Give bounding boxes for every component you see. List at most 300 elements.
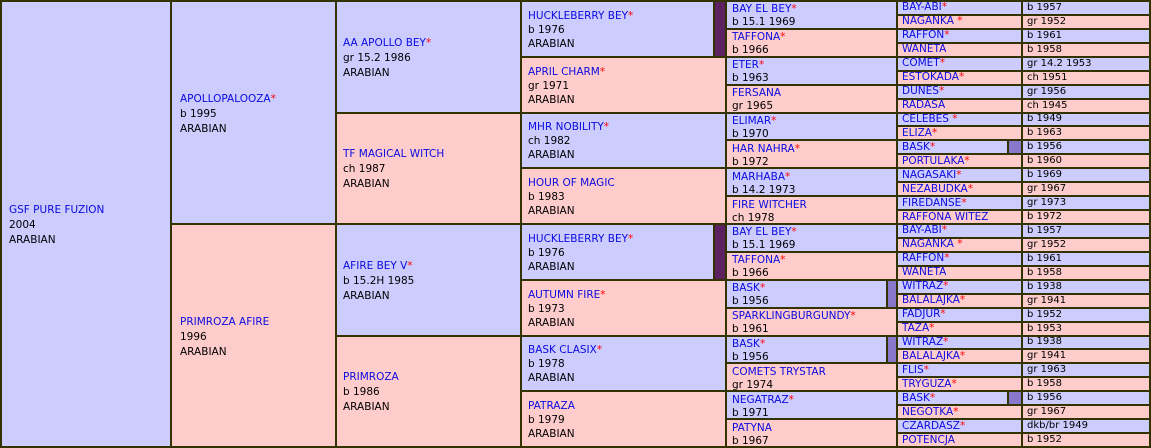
- horse-birth-date: b 1952: [1027, 434, 1062, 446]
- horse-detail: ch 1978: [732, 211, 775, 223]
- duplicate-ancestor-bar: [713, 225, 725, 279]
- pedigree-cell-g6-naganka: [898, 16, 1021, 28]
- horse-detail: ARABIAN: [343, 178, 390, 191]
- horse-name-line: [528, 63, 725, 79]
- horse-name-link-estokada[interactable]: ESTOKADA: [902, 71, 959, 84]
- pedigree-date-cell-eliza: [1023, 127, 1149, 139]
- horse-birth-date: b 1961: [1027, 252, 1062, 264]
- horse-name-line: [902, 392, 1021, 404]
- horse-birth-date: b 1949: [1027, 113, 1062, 125]
- horse-name-link-raffon[interactable]: RAFFON: [902, 252, 945, 265]
- horse-detail: b 1979: [528, 414, 565, 427]
- pedigree-cell-g6-czardasz: [898, 420, 1021, 432]
- pedigree-date-cell-witraz: [1023, 281, 1149, 293]
- pedigree-date-cell-celebes: [1023, 114, 1149, 126]
- horse-detail: ARABIAN: [528, 37, 575, 50]
- horse-name-line: [902, 309, 1021, 321]
- horse-detail: b 1961: [732, 323, 769, 335]
- pedigree-cell-g5-bask: [727, 337, 896, 363]
- horse-name-line: [180, 89, 335, 107]
- horse-birth-date: b 1961: [1027, 29, 1062, 41]
- horse-name-line: [902, 183, 1021, 195]
- pedigree-cell-g4-patraza: [522, 392, 725, 446]
- horse-detail: b 1970: [732, 127, 769, 140]
- pedigree-cell-g6-raffon: [898, 253, 1021, 265]
- pedigree-cell-g6-taza: [898, 323, 1021, 335]
- horse-name-line: [902, 267, 1021, 279]
- pedigree-date-cell-raffon: [1023, 30, 1149, 42]
- horse-name-link-balalajka[interactable]: BALALAJKA: [902, 294, 960, 307]
- horse-name-line: [902, 2, 1021, 14]
- star-marker: *: [931, 127, 938, 139]
- horse-name-line: [343, 144, 520, 162]
- star-marker: *: [785, 170, 791, 183]
- horse-name-link-hour-of-magic[interactable]: HOUR OF MAGIC: [528, 177, 615, 190]
- horse-name-line: [528, 230, 725, 246]
- horse-detail: b 1978: [528, 358, 565, 371]
- pedigree-date-cell-comet: [1023, 58, 1149, 70]
- horse-name-line: [902, 72, 1021, 84]
- horse-detail: b 1967: [732, 434, 769, 446]
- horse-name-link-comet[interactable]: COMET: [902, 57, 940, 70]
- pedigree-cell-g5-sparklingburgundy: [727, 309, 896, 335]
- horse-name-line: [902, 58, 1021, 70]
- horse-name-link-eliza[interactable]: ELIZA: [902, 127, 932, 139]
- duplicate-ancestor-bar: [886, 337, 896, 363]
- horse-name-line: [528, 174, 725, 190]
- horse-name-line: [528, 341, 725, 357]
- horse-detail: b 1976: [528, 246, 565, 259]
- horse-detail: ARABIAN: [528, 149, 575, 162]
- pedigree-cell-g6-comet: [898, 58, 1021, 70]
- star-marker: *: [967, 183, 973, 195]
- horse-birth-date: b 1958: [1027, 266, 1062, 278]
- pedigree-cell-g6-balalajka: [898, 295, 1021, 307]
- pedigree-date-cell-portulaka: [1023, 155, 1149, 167]
- horse-name-line: [732, 2, 896, 16]
- pedigree-cell-g3-primroza: [337, 337, 520, 447]
- star-marker: *: [600, 288, 606, 301]
- duplicate-ancestor-bar: [1007, 141, 1021, 153]
- pedigree-date-cell-bask: [1023, 392, 1149, 404]
- horse-birth-date: b 1957: [1027, 2, 1062, 13]
- horse-name-line: [902, 114, 1021, 126]
- pedigree-cell-g4-hour-of-magic: [522, 169, 725, 223]
- pedigree-date-cell-raffona-witez: [1023, 211, 1149, 223]
- pedigree-cell-g4-autumn-fire: [522, 281, 725, 335]
- horse-name-line: [902, 323, 1021, 335]
- horse-detail: 2004: [9, 219, 36, 231]
- horse-name-link-waneta[interactable]: WANETA: [902, 43, 947, 56]
- horse-birth-date: dkb/br 1949: [1027, 420, 1088, 432]
- horse-name-line: [902, 16, 1021, 28]
- horse-name-link-naganka[interactable]: NAGANKA: [902, 238, 958, 251]
- pedigree-cell-g6-bask: [898, 141, 1021, 153]
- horse-name-link-har-nahra[interactable]: HAR NAHRA: [732, 142, 795, 155]
- pedigree-cell-g6-waneta: [898, 44, 1021, 56]
- horse-name-line: [902, 281, 1021, 293]
- horse-name-line: [732, 253, 896, 267]
- star-marker: *: [959, 350, 966, 362]
- pedigree-cell-g5-taffona: [727, 30, 896, 56]
- horse-detail: gr 1965: [732, 100, 774, 112]
- horse-birth-date: b 1972: [1027, 211, 1062, 223]
- horse-name-link-fadjur[interactable]: FADJUR: [902, 308, 941, 321]
- pedigree-cell-g4-huckleberry-bey: [522, 225, 725, 279]
- horse-birth-date: gr 1963: [1027, 364, 1067, 376]
- star-marker: *: [628, 9, 634, 22]
- horse-name-link-potencja[interactable]: POTENCJA: [902, 434, 955, 446]
- pedigree-cell-g4-huckleberry-bey: [522, 2, 725, 56]
- horse-name-link-primroza-afire[interactable]: PRIMROZA AFIRE: [180, 315, 270, 328]
- horse-name-link-negotka[interactable]: NEGOTKA: [902, 406, 954, 418]
- horse-birth-date: gr 14.2 1953: [1027, 57, 1092, 69]
- horse-name-link-celebes[interactable]: CELEBES: [902, 113, 953, 125]
- star-marker: *: [596, 344, 603, 357]
- horse-name-link-taffona[interactable]: TAFFONA: [732, 254, 781, 267]
- horse-birth-date: b 1938: [1027, 336, 1062, 348]
- pedigree-cell-g5-taffona: [727, 253, 896, 279]
- star-marker: *: [959, 294, 966, 307]
- star-marker: *: [964, 155, 970, 167]
- pedigree-cell-g5-fire-witcher: [727, 197, 896, 223]
- horse-name-link-apollopalooza[interactable]: APOLLOPALOOZA: [180, 92, 271, 105]
- horse-name-link-nezabudka[interactable]: NEZABUDKA: [902, 183, 968, 195]
- horse-name-link-portulaka[interactable]: PORTULAKA: [902, 155, 965, 167]
- horse-detail: ARABIAN: [528, 428, 575, 441]
- horse-name-line: [902, 30, 1021, 42]
- horse-name-line: [902, 378, 1021, 390]
- horse-detail: b 1956: [732, 350, 769, 363]
- horse-name-line: [902, 350, 1021, 362]
- pedigree-date-cell-taza: [1023, 323, 1149, 335]
- horse-name-link-bask[interactable]: BASK: [902, 392, 930, 404]
- pedigree-date-cell-nagasaki: [1023, 169, 1149, 181]
- pedigree-cell-g6-estokada: [898, 72, 1021, 84]
- horse-name-line: [902, 155, 1021, 167]
- horse-name-link-witraz[interactable]: WITRAZ: [902, 336, 944, 348]
- pedigree-date-cell-firedanse: [1023, 197, 1149, 209]
- horse-detail: b 1971: [732, 406, 769, 419]
- horse-name-link-bask[interactable]: BASK: [902, 141, 930, 153]
- horse-detail: b 1983: [528, 191, 565, 204]
- star-marker: *: [959, 420, 966, 432]
- pedigree-cell-g6-flis: [898, 364, 1021, 376]
- horse-birth-date: ch 1951: [1027, 71, 1068, 83]
- horse-detail: ARABIAN: [343, 401, 390, 414]
- horse-name-line: [528, 397, 725, 413]
- horse-name-link-bay-abi[interactable]: BAY-ABI: [902, 2, 942, 14]
- pedigree-cell-g6-fadjur: [898, 309, 1021, 321]
- pedigree-cell-g6-potencja: [898, 434, 1021, 446]
- horse-name-link-waneta[interactable]: WANETA: [902, 266, 947, 279]
- horse-name-line: [902, 337, 1021, 349]
- horse-name-link-raffona-witez[interactable]: RAFFONA WITEZ: [902, 211, 989, 223]
- horse-birth-date: gr 1952: [1027, 15, 1067, 27]
- star-marker: *: [958, 71, 965, 84]
- horse-name-link-bask[interactable]: BASK: [732, 337, 760, 350]
- horse-name-line: [902, 169, 1021, 181]
- star-marker: *: [780, 31, 786, 44]
- horse-name-link-gsf-pure-fuzion[interactable]: GSF PURE FUZION: [9, 204, 105, 216]
- pedigree-cell-g3-afire-bey-v: [337, 225, 520, 335]
- horse-birth-date: b 1956: [1027, 392, 1062, 404]
- pedigree-cell-g6-witraz: [898, 337, 1021, 349]
- star-marker: *: [270, 92, 276, 105]
- pedigree-cell-g5-patyna: [727, 420, 896, 446]
- horse-birth-date: gr 1967: [1027, 183, 1067, 195]
- horse-name-link-bask[interactable]: BASK: [732, 282, 760, 295]
- horse-name-link-fire-witcher[interactable]: FIRE WITCHER: [732, 198, 807, 211]
- horse-name-link-huckleberry-bey[interactable]: HUCKLEBERRY BEY: [528, 9, 629, 22]
- horse-name-link-bay-el-bey[interactable]: BAY EL BEY: [732, 3, 792, 16]
- pedigree-date-cell-raffon: [1023, 253, 1149, 265]
- horse-detail: b 1963: [732, 72, 769, 84]
- pedigree-date-cell-radasa: [1023, 100, 1149, 112]
- star-marker: *: [923, 364, 929, 376]
- star-marker: *: [953, 406, 959, 418]
- star-marker: *: [940, 308, 946, 321]
- horse-name-link-patraza[interactable]: PATRAZA: [528, 400, 575, 413]
- horse-name-line: [732, 420, 896, 434]
- horse-name-line: [902, 141, 1021, 153]
- horse-name-link-fersana[interactable]: FERSANA: [732, 87, 782, 100]
- pedigree-cell-g6-radasa: [898, 100, 1021, 112]
- horse-name-link-bask-clasix[interactable]: BASK CLASIX: [528, 344, 597, 357]
- horse-detail: b 15.1 1969: [732, 239, 796, 251]
- star-marker: *: [943, 336, 949, 348]
- horse-name-line: [732, 86, 896, 100]
- horse-name-line: [902, 127, 1021, 139]
- pedigree-cell-g6-waneta: [898, 267, 1021, 279]
- pedigree-date-cell-balalajka: [1023, 350, 1149, 362]
- horse-name-line: [902, 364, 1021, 376]
- star-marker: *: [603, 121, 610, 134]
- pedigree-cell-g4-mhr-nobility: [522, 114, 725, 168]
- horse-name-line: [902, 239, 1021, 251]
- horse-detail: b 1976: [528, 23, 565, 36]
- horse-name-line: [902, 44, 1021, 56]
- horse-name-line: [902, 434, 1021, 446]
- pedigree-cell-g2-apollopalooza: [172, 2, 335, 223]
- pedigree-date-cell-naganka: [1023, 239, 1149, 251]
- horse-detail: b 14.2 1973: [732, 183, 796, 196]
- horse-name-line: [343, 367, 520, 385]
- pedigree-cell-g5-negatraz: [727, 392, 896, 418]
- horse-name-link-balalajka[interactable]: BALALAJKA: [902, 350, 960, 362]
- horse-detail: ch 1987: [343, 163, 386, 176]
- horse-name-link-negatraz[interactable]: NEGATRAZ: [732, 393, 789, 406]
- horse-detail: ARABIAN: [528, 316, 575, 329]
- horse-name-link-april-charm[interactable]: APRIL CHARM: [528, 65, 600, 78]
- horse-name-link-sparklingburgundy[interactable]: SPARKLINGBURGUNDY: [732, 310, 851, 323]
- pedigree-date-cell-tryguza: [1023, 378, 1149, 390]
- horse-detail: b 15.2H 1985: [343, 274, 415, 287]
- pedigree-date-cell-witraz: [1023, 337, 1149, 349]
- pedigree-cell-g3-aa-apollo-bey: [337, 2, 520, 112]
- horse-name-link-flis[interactable]: FLIS: [902, 364, 924, 376]
- horse-detail: ARABIAN: [9, 234, 56, 246]
- horse-detail: ARABIAN: [528, 260, 575, 273]
- horse-detail: ARABIAN: [528, 93, 575, 106]
- horse-detail: b 15.1 1969: [732, 16, 796, 28]
- star-marker: *: [759, 337, 766, 350]
- pedigree-cell-g1-gsf-pure-fuzion: [2, 2, 170, 446]
- horse-detail: 1996: [180, 330, 207, 343]
- pedigree-cell-g5-eter: [727, 58, 896, 84]
- star-marker: *: [961, 197, 967, 209]
- horse-detail: b 1956: [732, 295, 769, 307]
- horse-birth-date: gr 1952: [1027, 238, 1067, 250]
- horse-name-link-elimar[interactable]: ELIMAR: [732, 114, 772, 127]
- horse-name-line: [732, 58, 896, 72]
- horse-detail: b 1972: [732, 155, 769, 168]
- horse-name-line: [902, 253, 1021, 265]
- star-marker: *: [788, 393, 794, 406]
- horse-name-link-taza[interactable]: TAZA: [902, 322, 930, 335]
- horse-detail: ARABIAN: [180, 345, 227, 358]
- horse-name-link-aa-apollo-bey[interactable]: AA APOLLO BEY: [343, 36, 426, 49]
- horse-name-link-comets-trystar[interactable]: COMETS TRYSTAR: [732, 365, 826, 378]
- star-marker: *: [759, 282, 766, 295]
- horse-name-link-primroza[interactable]: PRIMROZA: [343, 371, 399, 384]
- horse-detail: b 1966: [732, 267, 769, 279]
- pedigree-cell-g6-eliza: [898, 127, 1021, 139]
- pedigree-cell-g6-negotka: [898, 406, 1021, 418]
- star-marker: *: [957, 238, 963, 251]
- horse-name-line: [528, 7, 725, 23]
- star-marker: *: [929, 392, 936, 404]
- pedigree-cell-g6-firedanse: [898, 197, 1021, 209]
- horse-name-link-raffon[interactable]: RAFFON: [902, 29, 945, 42]
- duplicate-ancestor-bar: [886, 281, 896, 307]
- horse-name-link-mhr-nobility[interactable]: MHR NOBILITY: [528, 121, 604, 134]
- horse-name-line: [902, 86, 1021, 98]
- pedigree-date-cell-balalajka: [1023, 295, 1149, 307]
- horse-name-line: [732, 281, 896, 295]
- horse-name-line: [528, 118, 725, 134]
- horse-name-line: [732, 197, 896, 211]
- horse-name-line: [180, 312, 335, 330]
- star-marker: *: [780, 254, 786, 267]
- pedigree-date-cell-fadjur: [1023, 309, 1149, 321]
- star-marker: *: [929, 141, 936, 153]
- horse-detail: gr 15.2 1986: [343, 51, 411, 64]
- star-marker: *: [943, 280, 949, 293]
- horse-name-link-bay-abi[interactable]: BAY-ABI: [902, 225, 942, 237]
- horse-name-line: [902, 211, 1021, 223]
- pedigree-cell-g6-bay-abi: [898, 2, 1021, 14]
- pedigree-cell-g5-bask: [727, 281, 896, 307]
- horse-name-line: [343, 33, 520, 51]
- horse-birth-date: b 1957: [1027, 225, 1062, 236]
- star-marker: *: [771, 114, 777, 127]
- horse-name-line: [902, 225, 1021, 237]
- star-marker: *: [791, 3, 797, 16]
- pedigree-date-cell-bay-abi: [1023, 225, 1149, 237]
- horse-birth-date: b 1958: [1027, 378, 1062, 390]
- horse-name-line: [732, 337, 896, 351]
- horse-birth-date: ch 1945: [1027, 99, 1068, 111]
- horse-name-link-autumn-fire[interactable]: AUTUMN FIRE: [528, 288, 601, 301]
- horse-birth-date: b 1960: [1027, 155, 1062, 167]
- horse-name-line: [902, 295, 1021, 307]
- star-marker: *: [944, 29, 950, 42]
- pedigree-date-cell-naganka: [1023, 16, 1149, 28]
- pedigree-cell-g6-balalajka: [898, 350, 1021, 362]
- horse-detail: ARABIAN: [343, 289, 390, 302]
- horse-birth-date: gr 1973: [1027, 197, 1067, 209]
- pedigree-date-cell-bay-abi: [1023, 2, 1149, 14]
- horse-name-link-tryguza[interactable]: TRYGUZA: [902, 378, 952, 390]
- pedigree-cell-g5-bay-el-bey: [727, 2, 896, 28]
- horse-name-link-naganka[interactable]: NAGANKA: [902, 15, 958, 28]
- horse-name-link-tf-magical-witch[interactable]: TF MAGICAL WITCH: [343, 148, 445, 161]
- horse-birth-date: gr 1956: [1027, 85, 1067, 97]
- pedigree-cell-g6-bask: [898, 392, 1021, 404]
- horse-name-link-witraz[interactable]: WITRAZ: [902, 280, 944, 293]
- horse-name-link-eter[interactable]: ETER: [732, 59, 759, 72]
- horse-detail: ARABIAN: [180, 122, 227, 135]
- star-marker: *: [850, 310, 856, 323]
- horse-birth-date: b 1952: [1027, 308, 1062, 320]
- star-marker: *: [628, 232, 634, 245]
- horse-name-link-marhaba[interactable]: MARHABA: [732, 170, 786, 183]
- star-marker: *: [951, 378, 957, 390]
- pedigree-date-cell-estokada: [1023, 72, 1149, 84]
- horse-detail: ARABIAN: [528, 205, 575, 218]
- horse-detail: b 1966: [732, 44, 769, 56]
- pedigree-cell-g5-fersana: [727, 86, 896, 112]
- pedigree-cell-g5-har-nahra: [727, 141, 896, 167]
- horse-name-line: [902, 197, 1021, 209]
- horse-name-link-firedanse[interactable]: FIREDANSE: [902, 197, 962, 209]
- pedigree-date-cell-czardasz: [1023, 420, 1149, 432]
- pedigree-date-cell-bask: [1023, 141, 1149, 153]
- horse-name-link-dunes[interactable]: DUNES: [902, 85, 939, 98]
- horse-name-link-patyna[interactable]: PATYNA: [732, 421, 772, 434]
- horse-name-link-czardasz[interactable]: CZARDASZ: [902, 420, 960, 432]
- pedigree-cell-g4-bask-clasix: [522, 337, 725, 391]
- pedigree-date-cell-nezabudka: [1023, 183, 1149, 195]
- horse-detail: b 1986: [343, 386, 380, 399]
- duplicate-ancestor-bar: [713, 2, 725, 56]
- horse-detail: gr 1971: [528, 79, 570, 92]
- horse-name-link-radasa[interactable]: RADASA: [902, 99, 946, 112]
- horse-name-link-bay-el-bey[interactable]: BAY EL BEY: [732, 226, 792, 239]
- horse-name-line: [528, 286, 725, 302]
- horse-name-link-nagasaki[interactable]: NAGASAKI: [902, 169, 957, 181]
- horse-birth-date: gr 1941: [1027, 350, 1067, 362]
- horse-name-link-huckleberry-bey[interactable]: HUCKLEBERRY BEY: [528, 232, 629, 245]
- horse-birth-date: b 1969: [1027, 169, 1062, 181]
- pedigree-date-cell-flis: [1023, 364, 1149, 376]
- horse-name-line: [732, 364, 896, 378]
- star-marker: *: [758, 59, 765, 72]
- horse-detail: ARABIAN: [528, 372, 575, 385]
- pedigree-cell-g5-elimar: [727, 114, 896, 140]
- pedigree-cell-g6-naganka: [898, 239, 1021, 251]
- pedigree-date-cell-dunes: [1023, 86, 1149, 98]
- horse-detail: ch 1982: [528, 135, 571, 148]
- horse-name-link-afire-bey-v[interactable]: AFIRE BEY V: [343, 259, 408, 272]
- horse-name-link-taffona[interactable]: TAFFONA: [732, 31, 781, 44]
- pedigree-cell-g6-raffona-witez: [898, 211, 1021, 223]
- star-marker: *: [794, 142, 800, 155]
- horse-name-line: [9, 200, 170, 218]
- horse-name-line: [343, 256, 520, 274]
- pedigree-cell-g6-celebes: [898, 114, 1021, 126]
